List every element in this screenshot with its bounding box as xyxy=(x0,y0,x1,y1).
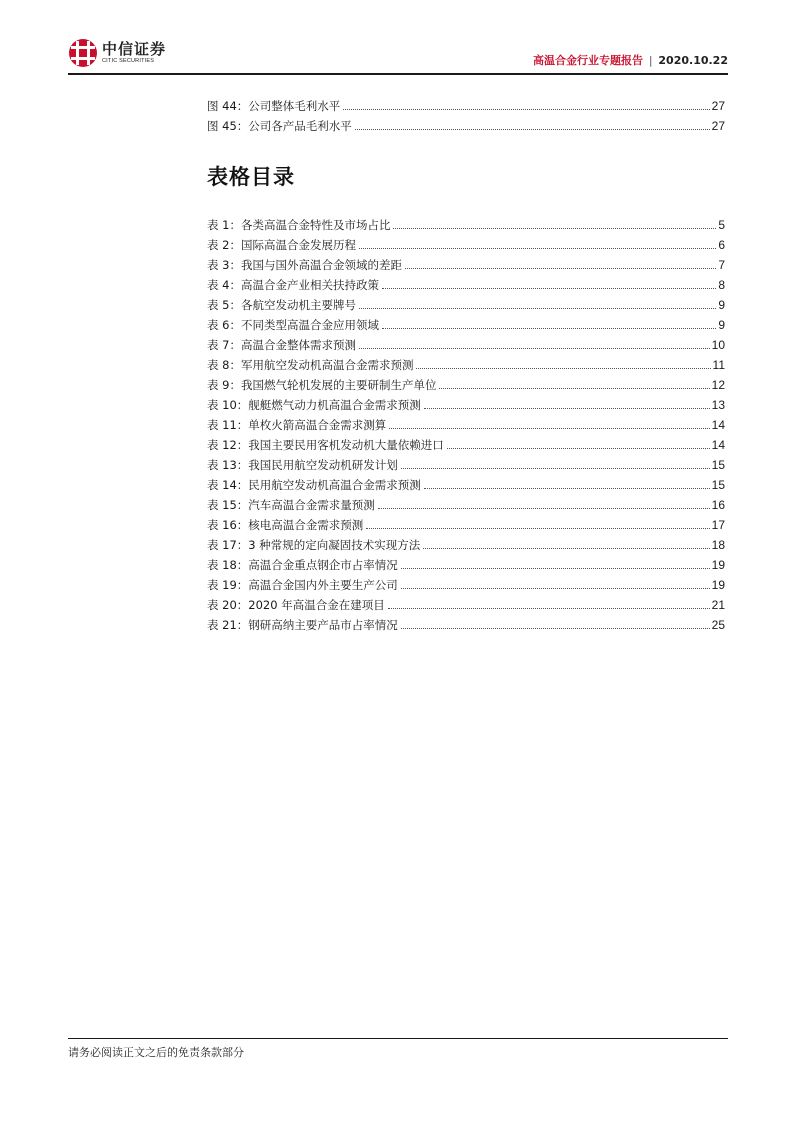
toc-entry-page: 14 xyxy=(711,418,725,432)
toc-figure-entry[interactable] xyxy=(207,96,725,114)
toc-entry-page: 16 xyxy=(711,498,725,512)
toc-entry-label: 表 17：3 种常规的定向凝固技术实现方法 xyxy=(207,538,421,552)
toc-leader-dots xyxy=(447,447,710,449)
citic-securities-logo xyxy=(68,38,166,68)
toc-entry-label: 表 9：我国燃气轮机发展的主要研制生产单位 xyxy=(207,378,437,392)
report-header-title xyxy=(533,54,728,68)
toc-entry-label: 表 16：核电高温合金需求预测 xyxy=(207,518,364,532)
toc-entry-page: 21 xyxy=(711,598,725,612)
toc-entry-page: 9 xyxy=(718,298,725,312)
toc-table-entry[interactable] xyxy=(207,595,725,613)
toc-entry-label: 表 10：舰艇燃气动力机高温合金需求预测 xyxy=(207,398,421,412)
toc-entry-label: 图 45：公司各产品毛利水平 xyxy=(207,119,352,133)
toc-entry-page: 27 xyxy=(711,119,725,133)
toc-leader-dots xyxy=(401,627,710,629)
toc-leader-dots xyxy=(423,547,709,549)
toc-entry-label: 表 1：各类高温合金特性及市场占比 xyxy=(207,218,391,232)
tables-of-contents-heading: 表格目录 xyxy=(207,165,295,189)
toc-table-entry[interactable] xyxy=(207,455,725,473)
toc-entry-page: 19 xyxy=(711,578,725,592)
toc-entry-page: 27 xyxy=(711,99,725,113)
toc-figure-entry[interactable] xyxy=(207,116,725,134)
toc-leader-dots xyxy=(355,128,710,130)
toc-table-entry[interactable] xyxy=(207,255,725,273)
toc-entry-page: 17 xyxy=(711,518,725,532)
toc-table-entry[interactable] xyxy=(207,335,725,353)
toc-table-entry[interactable] xyxy=(207,375,725,393)
toc-table-entry[interactable] xyxy=(207,355,725,373)
toc-table-entry[interactable] xyxy=(207,495,725,513)
toc-table-entry[interactable] xyxy=(207,235,725,253)
toc-leader-dots xyxy=(389,427,709,429)
toc-leader-dots xyxy=(343,108,709,110)
toc-entry-label: 表 5：各航空发动机主要牌号 xyxy=(207,298,356,312)
toc-leader-dots xyxy=(378,507,710,509)
toc-table-entry[interactable] xyxy=(207,315,725,333)
toc-entry-label: 表 12：我国主要民用客机发动机大量依赖进口 xyxy=(207,438,444,452)
toc-leader-dots xyxy=(401,587,710,589)
toc-entry-page: 5 xyxy=(718,218,725,232)
toc-leader-dots xyxy=(424,407,710,409)
toc-entry-label: 表 7：高温合金整体需求预测 xyxy=(207,338,356,352)
toc-entry-page: 10 xyxy=(711,338,725,352)
toc-table-entry[interactable] xyxy=(207,555,725,573)
toc-entry-page: 9 xyxy=(718,318,725,332)
toc-entry-page: 25 xyxy=(711,618,725,632)
toc-leader-dots xyxy=(388,607,710,609)
toc-table-entry[interactable] xyxy=(207,615,725,633)
toc-entry-label: 表 20：2020 年高温合金在建项目 xyxy=(207,598,385,612)
toc-entry-label: 表 15：汽车高温合金需求量预测 xyxy=(207,498,375,512)
logo-english-name: CITIC SECURITIES xyxy=(102,58,155,64)
toc-table-entry[interactable] xyxy=(207,415,725,433)
page-header xyxy=(68,38,728,74)
toc-entry-label: 表 11：单枚火箭高温合金需求测算 xyxy=(207,418,387,432)
footer-divider xyxy=(68,1038,728,1039)
footer-disclaimer: 请务必阅读正文之后的免责条款部分 xyxy=(68,1046,244,1059)
header-separator: | xyxy=(648,54,653,67)
toc-entry-label: 表 21：钢研高纳主要产品市占率情况 xyxy=(207,618,398,632)
toc-leader-dots xyxy=(401,467,710,469)
toc-leader-dots xyxy=(405,267,716,269)
toc-table-entry[interactable] xyxy=(207,275,725,293)
report-date: 2020.10.22 xyxy=(658,54,728,67)
toc-entry-label: 表 3：我国与国外高温合金领域的差距 xyxy=(207,258,402,272)
toc-entry-page: 18 xyxy=(711,538,725,552)
header-divider xyxy=(68,73,728,75)
toc-entry-page: 7 xyxy=(718,258,725,272)
toc-entry-page: 15 xyxy=(711,478,725,492)
toc-entry-label: 表 18：高温合金重点钢企市占率情况 xyxy=(207,558,398,572)
toc-entry-page: 11 xyxy=(712,358,725,372)
toc-entry-page: 8 xyxy=(718,278,725,292)
toc-entry-page: 13 xyxy=(711,398,725,412)
toc-table-entry[interactable] xyxy=(207,535,725,553)
logo-chinese-name: 中信证券 xyxy=(102,40,167,58)
toc-leader-dots xyxy=(401,567,710,569)
toc-table-entry[interactable] xyxy=(207,295,725,313)
toc-entry-label: 表 13：我国民用航空发动机研发计划 xyxy=(207,458,398,472)
toc-entry-page: 6 xyxy=(718,238,725,252)
toc-leader-dots xyxy=(382,287,716,289)
toc-entry-label: 表 19：高温合金国内外主要生产公司 xyxy=(207,578,398,592)
toc-entry-label: 表 4：高温合金产业相关扶持政策 xyxy=(207,278,379,292)
toc-entry-label: 表 8：军用航空发动机高温合金需求预测 xyxy=(207,358,414,372)
toc-leader-dots xyxy=(359,347,710,349)
toc-leader-dots xyxy=(366,527,709,529)
toc-table-entry[interactable] xyxy=(207,515,725,533)
toc-table-entry[interactable] xyxy=(207,215,725,233)
toc-entry-label: 表 14：民用航空发动机高温合金需求预测 xyxy=(207,478,421,492)
toc-leader-dots xyxy=(359,307,716,309)
toc-entry-label: 图 44：公司整体毛利水平 xyxy=(207,99,341,113)
toc-leader-dots xyxy=(393,227,716,229)
toc-leader-dots xyxy=(439,387,709,389)
toc-table-entry[interactable] xyxy=(207,475,725,493)
toc-entry-page: 14 xyxy=(711,438,725,452)
toc-table-entry[interactable] xyxy=(207,435,725,453)
toc-entry-label: 表 2：国际高温合金发展历程 xyxy=(207,238,356,252)
toc-leader-dots xyxy=(424,487,710,489)
toc-entry-page: 12 xyxy=(711,378,725,392)
toc-entry-page: 15 xyxy=(711,458,725,472)
toc-leader-dots xyxy=(416,367,710,369)
toc-entry-page: 19 xyxy=(711,558,725,572)
toc-entry-label: 表 6：不同类型高温合金应用领域 xyxy=(207,318,379,332)
toc-table-entry[interactable] xyxy=(207,395,725,413)
toc-table-entry[interactable] xyxy=(207,575,725,593)
citic-emblem-icon xyxy=(68,38,98,68)
report-title: 高温合金行业专题报告 xyxy=(533,54,643,67)
toc-leader-dots xyxy=(359,247,716,249)
toc-leader-dots xyxy=(382,327,716,329)
